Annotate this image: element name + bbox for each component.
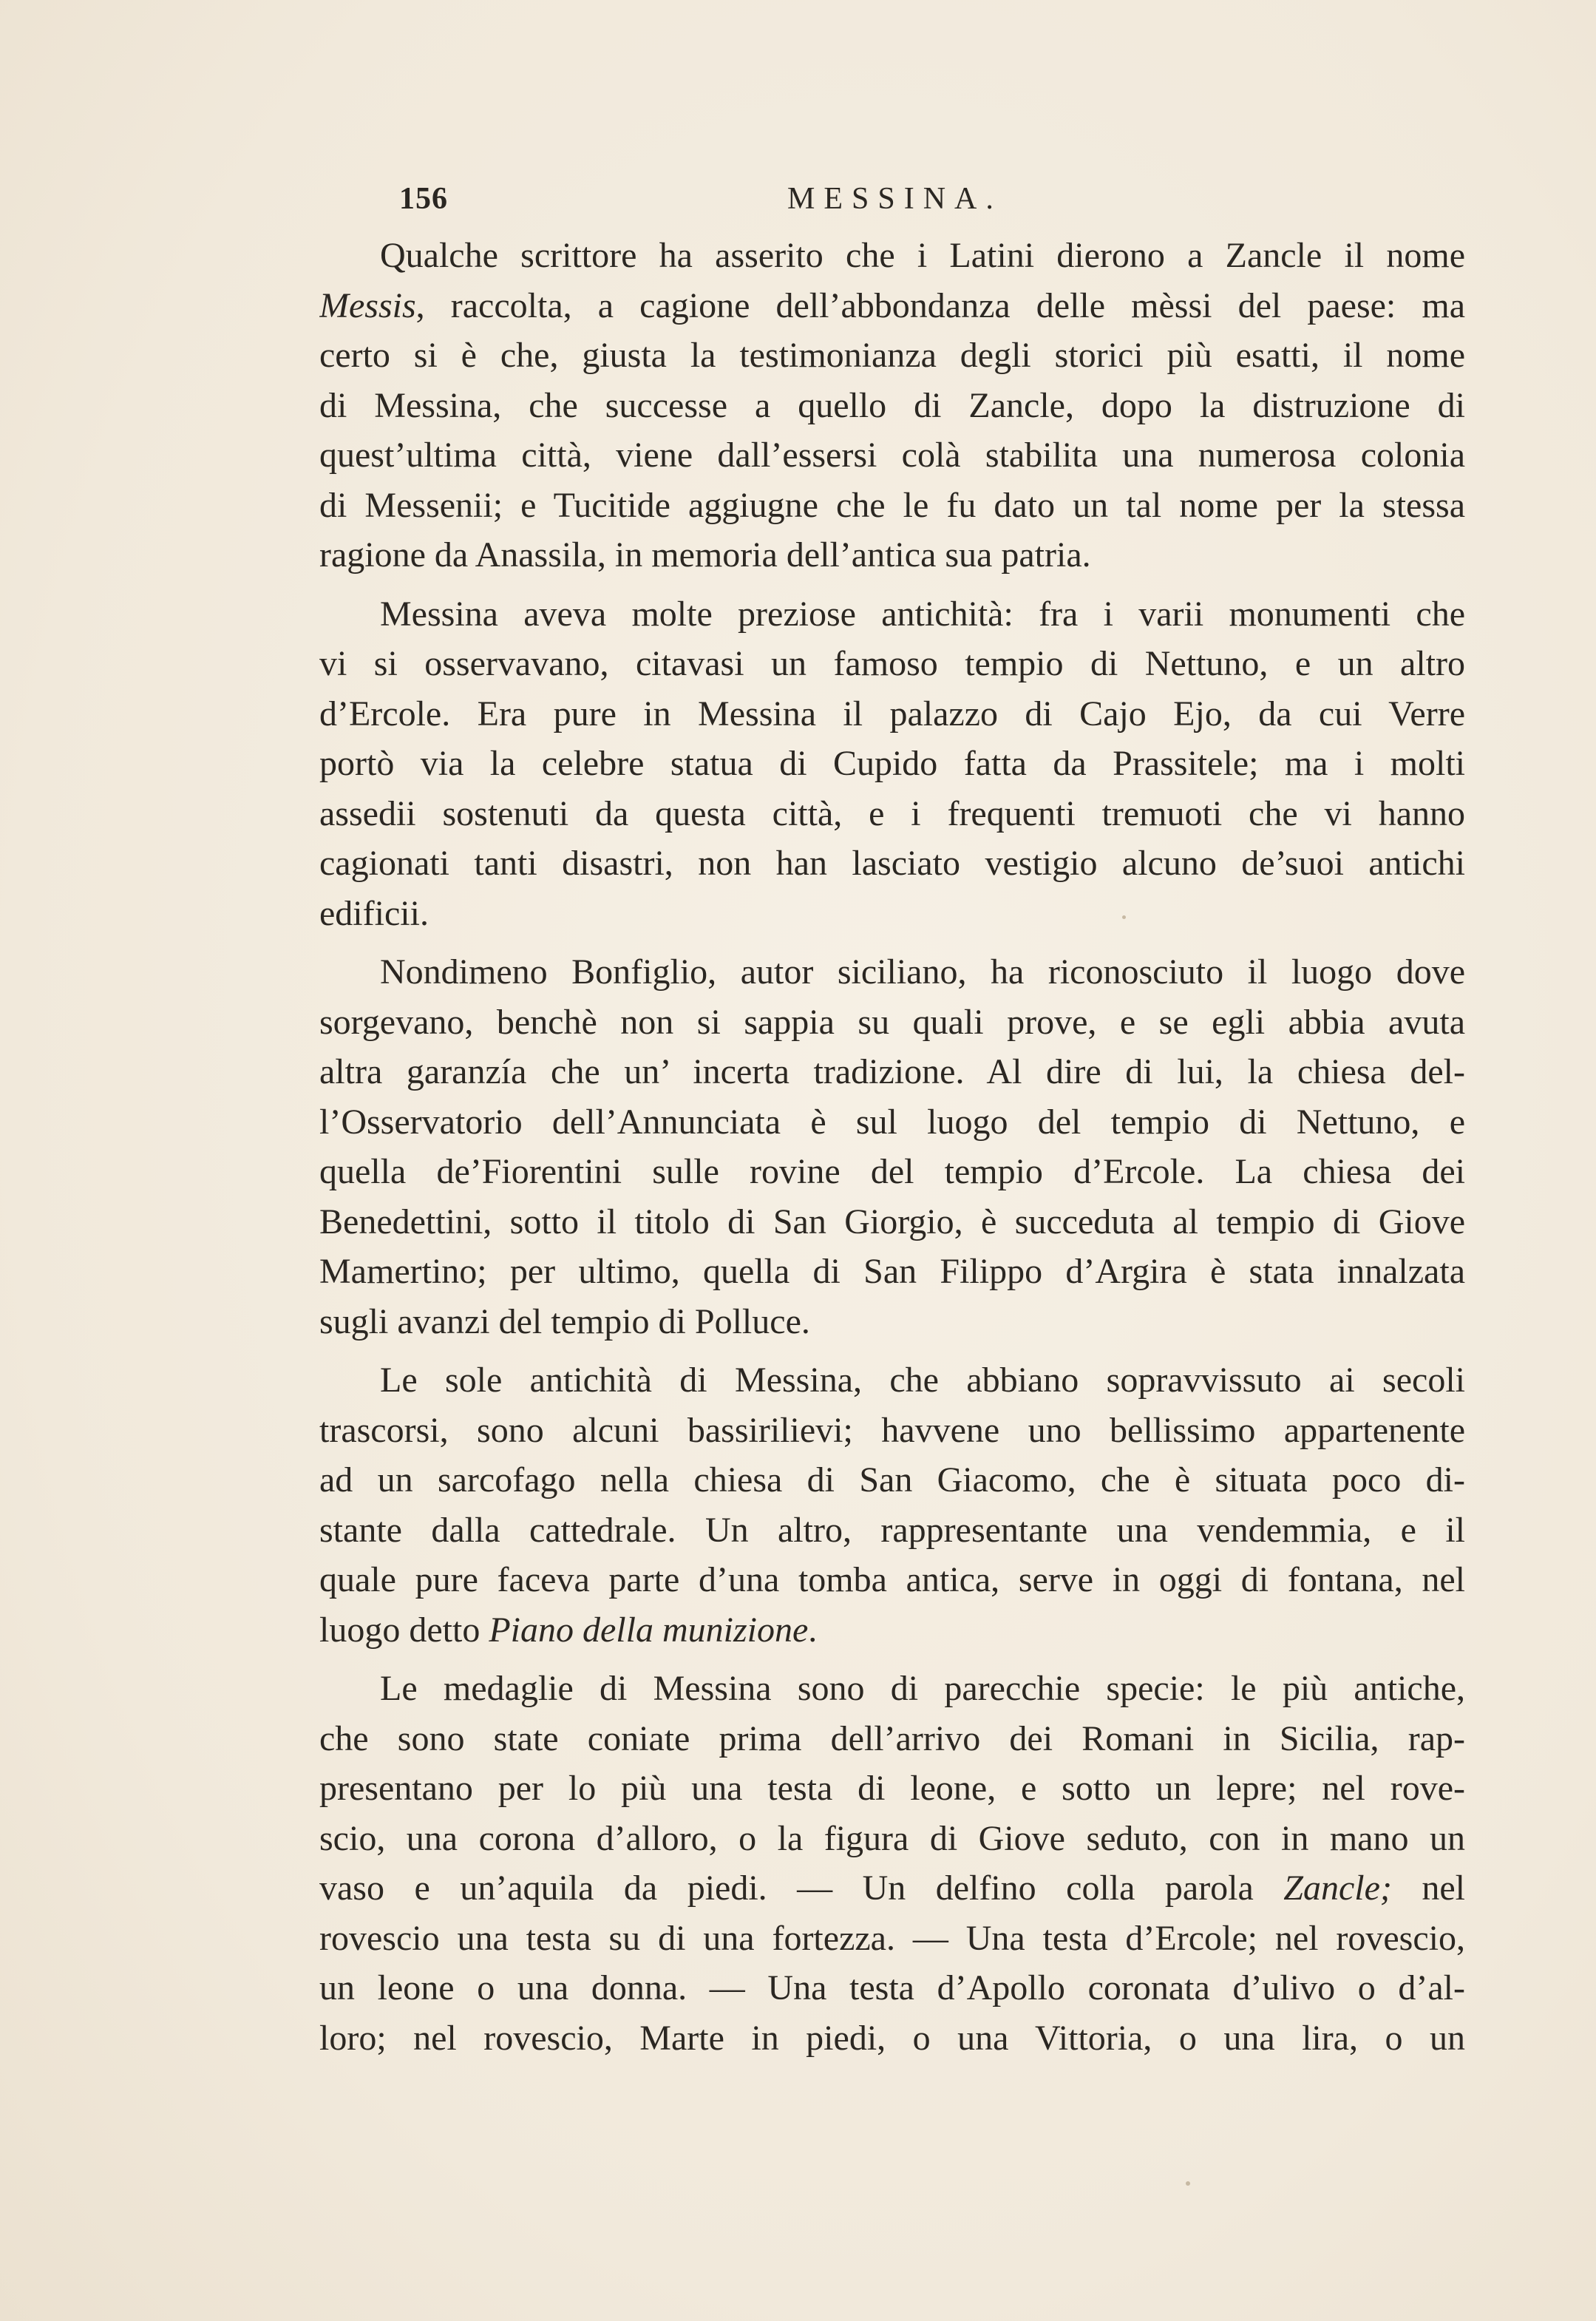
text-line: cagionati tanti disastri, non han lasciato vestigio alcuno de’suoi antichi	[319, 844, 1465, 883]
paragraph-1	[319, 231, 1465, 580]
text-line: d’Ercole. Era pure in Messina il palazzo di Cajo Ejo, da cui Verre	[319, 694, 1465, 733]
paragraph-5	[319, 1664, 1465, 2063]
text-line: Benedettini, sotto il titolo di San Giorgio, è succeduta al tempio di Giove	[319, 1202, 1465, 1241]
text-line: Mamertino; per ultimo, quella di San Filippo d’Argira è stata innalzata	[319, 1252, 1465, 1291]
running-title: MESSINA.	[787, 182, 1002, 216]
text-line: sugli avanzi del tempio di Polluce.	[319, 1301, 810, 1341]
text-line: vi si osservavano, citavasi un famoso tempio di Nettuno, e un altro	[319, 644, 1465, 683]
text-line: altra garanzía che un’ incerta tradizione. Al dire di lui, la chiesa del-	[319, 1052, 1465, 1091]
text-line: quella de’Fiorentini sulle rovine del tempio d’Ercole. La chiesa dei	[319, 1152, 1465, 1191]
italic-word: Zancle;	[1283, 1868, 1392, 1908]
text-line: loro; nel rovescio, Marte in piedi, o una Vittoria, o una lira, o un	[319, 2018, 1465, 2058]
text-line: edificii.	[319, 893, 429, 933]
text-line: Le sole antichità di Messina, che abbiano sopravvissuto ai secoli	[380, 1361, 1465, 1400]
text-line: trascorsi, sono alcuni bassirilievi; havvene uno bellissimo appartenente	[319, 1410, 1465, 1450]
text-line: luogo detto Piano della munizione.	[319, 1610, 818, 1650]
text-line: vaso e un’aquila da piedi. — Un delfino colla parola Zancle; nel	[319, 1868, 1465, 1908]
paper-speck	[1122, 915, 1126, 919]
paragraph-2	[319, 589, 1465, 939]
text-line: assedii sostenuti da questa città, e i frequenti tremuoti che vi hanno	[319, 793, 1465, 833]
text-line: ragione da Anassila, in memoria dell’antica sua patria.	[319, 535, 1091, 575]
text-line: presentano per lo più una testa di leone, e sotto un lepre; nel rove-	[319, 1769, 1465, 1808]
text-line: Messina aveva molte preziose antichità: fra i varii monumenti che	[380, 594, 1465, 634]
text-line: stante dalla cattedrale. Un altro, rappresentante una vendemmia, e il	[319, 1510, 1465, 1550]
italic-term: Messis	[319, 285, 416, 325]
text-line: rovescio una testa su di una fortezza. — Una testa d’Ercole; nel rovescio,	[319, 1918, 1465, 1958]
text-line: Messis, raccolta, a cagione dell’abbondanza delle mèssi del paese: ma	[319, 285, 1465, 325]
paragraph-3	[319, 947, 1465, 1346]
text-line: un leone o una donna. — Una testa d’Apollo coronata d’ulivo o d’al-	[319, 1968, 1465, 2007]
text-line: certo si è che, giusta la testimonianza degli storici più esatti, il nome	[319, 336, 1465, 375]
text-line: che sono state coniate prima dell’arrivo dei Romani in Sicilia, rap-	[319, 1718, 1465, 1758]
page-header	[399, 181, 1464, 226]
text-line: quale pure faceva parte d’una tomba antica, serve in oggi di fontana, nel	[319, 1560, 1465, 1599]
text-line: scio, una corona d’alloro, o la figura di Giove seduto, con in mano un	[319, 1818, 1465, 1858]
text-line: quest’ultima città, viene dall’essersi colà stabilita una numerosa colonia	[319, 436, 1465, 475]
italic-place-name: Piano della munizione	[489, 1610, 809, 1650]
text-line: Nondimeno Bonfiglio, autor siciliano, ha riconosciuto il luogo dove	[380, 952, 1465, 992]
text-line: Qualche scrittore ha asserito che i Latini dierono a Zancle il nome	[380, 236, 1465, 275]
text-line: di Messenii; e Tucitide aggiugne che le fu dato un tal nome per la stessa	[319, 485, 1465, 525]
text-line: ad un sarcofago nella chiesa di San Giacomo, che è situata poco di-	[319, 1460, 1465, 1500]
body-text	[319, 231, 1465, 2063]
paper-speck	[1186, 2181, 1190, 2186]
text-line: portò via la celebre statua di Cupido fatta da Prassitele; ma i molti	[319, 744, 1465, 783]
text-line: sorgevano, benchè non si sappia su quali prove, e se egli abbia avuta	[319, 1002, 1465, 1042]
page-number: 156	[399, 182, 448, 216]
text-line: di Messina, che successe a quello di Zancle, dopo la distruzione di	[319, 385, 1465, 425]
paragraph-4	[319, 1355, 1465, 1655]
text-line: Le medaglie di Messina sono di parecchie specie: le più antiche,	[380, 1669, 1465, 1708]
text-line: l’Osservatorio dell’Annunciata è sul luogo del tempio di Nettuno, e	[319, 1102, 1465, 1142]
